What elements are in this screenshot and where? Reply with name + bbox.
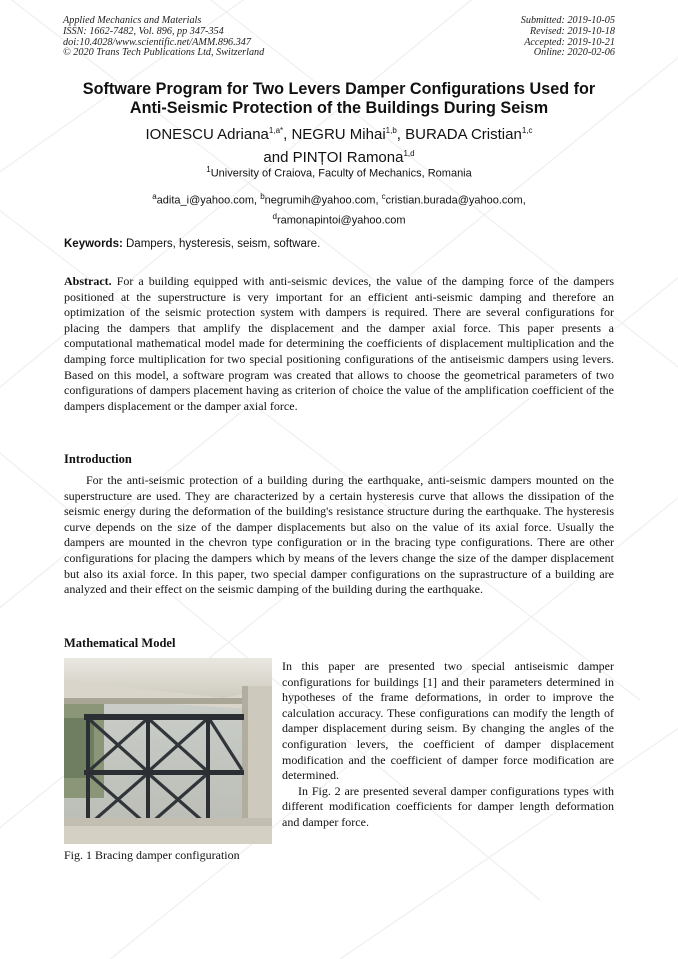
author-name: IONESCU Adriana [145, 126, 269, 143]
abstract-text: For a building equipped with anti-seismic devices, the value of the damping force of the dampers positioned at the superstructure is very important for an efficient anti-seismic damping and therefore an optimization of the seismic protection system with dampers is required. There are several configurations for placing the dampers that amplify the displacement and the damper axial force. This paper presents a computational mathematical model made for determining the coefficients of displacement multiplication and the damping force multiplication for two special positioning configurations of the antiseismic dampers using levers. Based on this model, a software program was created that allows to choose the geometrical parameters of two configurations of dampers placement having as criterion of choice the value of the amplification coefficient of the dampers displacement or the damper axial force. [64, 274, 614, 413]
issn-line: ISSN: 1662-7482, Vol. 896, pp 347-354 [63, 25, 224, 37]
email-link[interactable]: adita_i@yahoo.com, [156, 194, 261, 207]
author-line-1 [40, 121, 638, 144]
title-line-2: Anti-Seismic Protection of the Buildings During Seism [129, 99, 549, 117]
author-separator: , [283, 126, 292, 143]
math-model-heading: Mathematical Model [64, 636, 176, 650]
author-sup: 1,a* [268, 126, 284, 135]
email-link[interactable]: cristian.burada@yahoo.com, [385, 194, 526, 207]
title-line-1: Software Program for Two Levers Damper Configurations Used for [82, 80, 596, 98]
math-model-paragraph-2: In Fig. 2 are presented several damper configurations types with different modification coefficients for damper length deformation and damper force. [282, 783, 614, 829]
author-name: BURADA Cristian [405, 126, 522, 143]
journal-header-left [63, 16, 264, 59]
math-model-text [282, 659, 614, 831]
emails-line-1 [40, 189, 638, 209]
author-sup: 1,d [403, 149, 415, 158]
email-sup: a [152, 192, 157, 201]
accepted-date: Accepted: 2019-10-21 [524, 36, 615, 48]
abstract [64, 274, 614, 414]
email-link[interactable]: ramonapintoi@yahoo.com [276, 214, 406, 227]
keywords-text: Dampers, hysteresis, seism, software. [122, 238, 321, 250]
figure-caption: Fig. 1 Bracing damper configuration [64, 848, 240, 862]
email-link[interactable]: negrumih@yahoo.com, [264, 194, 382, 207]
affiliation [40, 165, 638, 180]
revised-date: Revised: 2019-10-18 [529, 25, 615, 37]
author-conjunction: and [263, 149, 293, 166]
paper-title [40, 80, 638, 118]
affiliation-text: University of Craiova, Faculty of Mechanics, Romania [210, 167, 472, 180]
introduction-heading: Introduction [64, 452, 132, 466]
math-model-paragraph-1: In this paper are presented two special antiseismic damper configurations for buildings [1] and their parameters determined in hypotheses of the frame deformations, in order to improve the calculation accuracy. These configurations can modify the length of damper displacement during seism. By changing the angles of the configuration levers, the coefficient of damper displacement modification and the coefficient of damper force modification are determined. [282, 659, 614, 783]
journal-name: Applied Mechanics and Materials [63, 15, 202, 26]
submitted-date: Submitted: 2019-10-05 [520, 15, 615, 26]
author-sup: 1,b [385, 126, 397, 135]
abstract-label: Abstract. [64, 274, 112, 288]
email-sup: d [272, 211, 277, 221]
author-line-2 [40, 144, 638, 167]
online-date: Online: 2020-02-06 [533, 47, 615, 59]
author-sup: 1,c [521, 126, 533, 135]
doi-line[interactable]: doi:10.4028/www.scientific.net/AMM.896.347 [63, 36, 251, 48]
author-emails [40, 189, 638, 228]
keywords [64, 238, 320, 250]
introduction-text: For the anti-seismic protection of a building during the earthquake, anti-seismic dampers mounted on the superstructure are used. They are characterized by a certain hysteresis curve that allows the dissipation of the seismic energy during the deformation of the building's resistance structure during the earthquake. The hysteresis curve depends on the size of the damper displacements but also on the value of its axial force. Usually the dampers are mounted in the chevron type configuration or in the bracing type configurations. There are other configurations for placing the dampers which by means of the levers change the size of the damper displacement but also its axial force. In this paper, two special damper configurations on the suprastructure of a building are analyzed and their effect on the seismic damping of the building during the earthquake. [64, 473, 614, 597]
email-sup: b [260, 192, 265, 201]
emails-line-2 [40, 209, 638, 229]
bracing-damper-photo [64, 658, 272, 844]
author-separator: , [396, 126, 406, 143]
author-name: PINȚOI Ramona [292, 149, 404, 166]
email-sup: c [381, 192, 386, 201]
copyright-line: © 2020 Trans Tech Publications Ltd, Switzerland [63, 47, 265, 59]
author-name: NEGRU Mihai [291, 126, 386, 143]
building-photo-illustration [64, 658, 272, 844]
affiliation-sup: 1 [206, 165, 211, 174]
author-list [40, 121, 638, 167]
keywords-label: Keywords: [64, 238, 123, 250]
journal-header-right [521, 16, 615, 59]
